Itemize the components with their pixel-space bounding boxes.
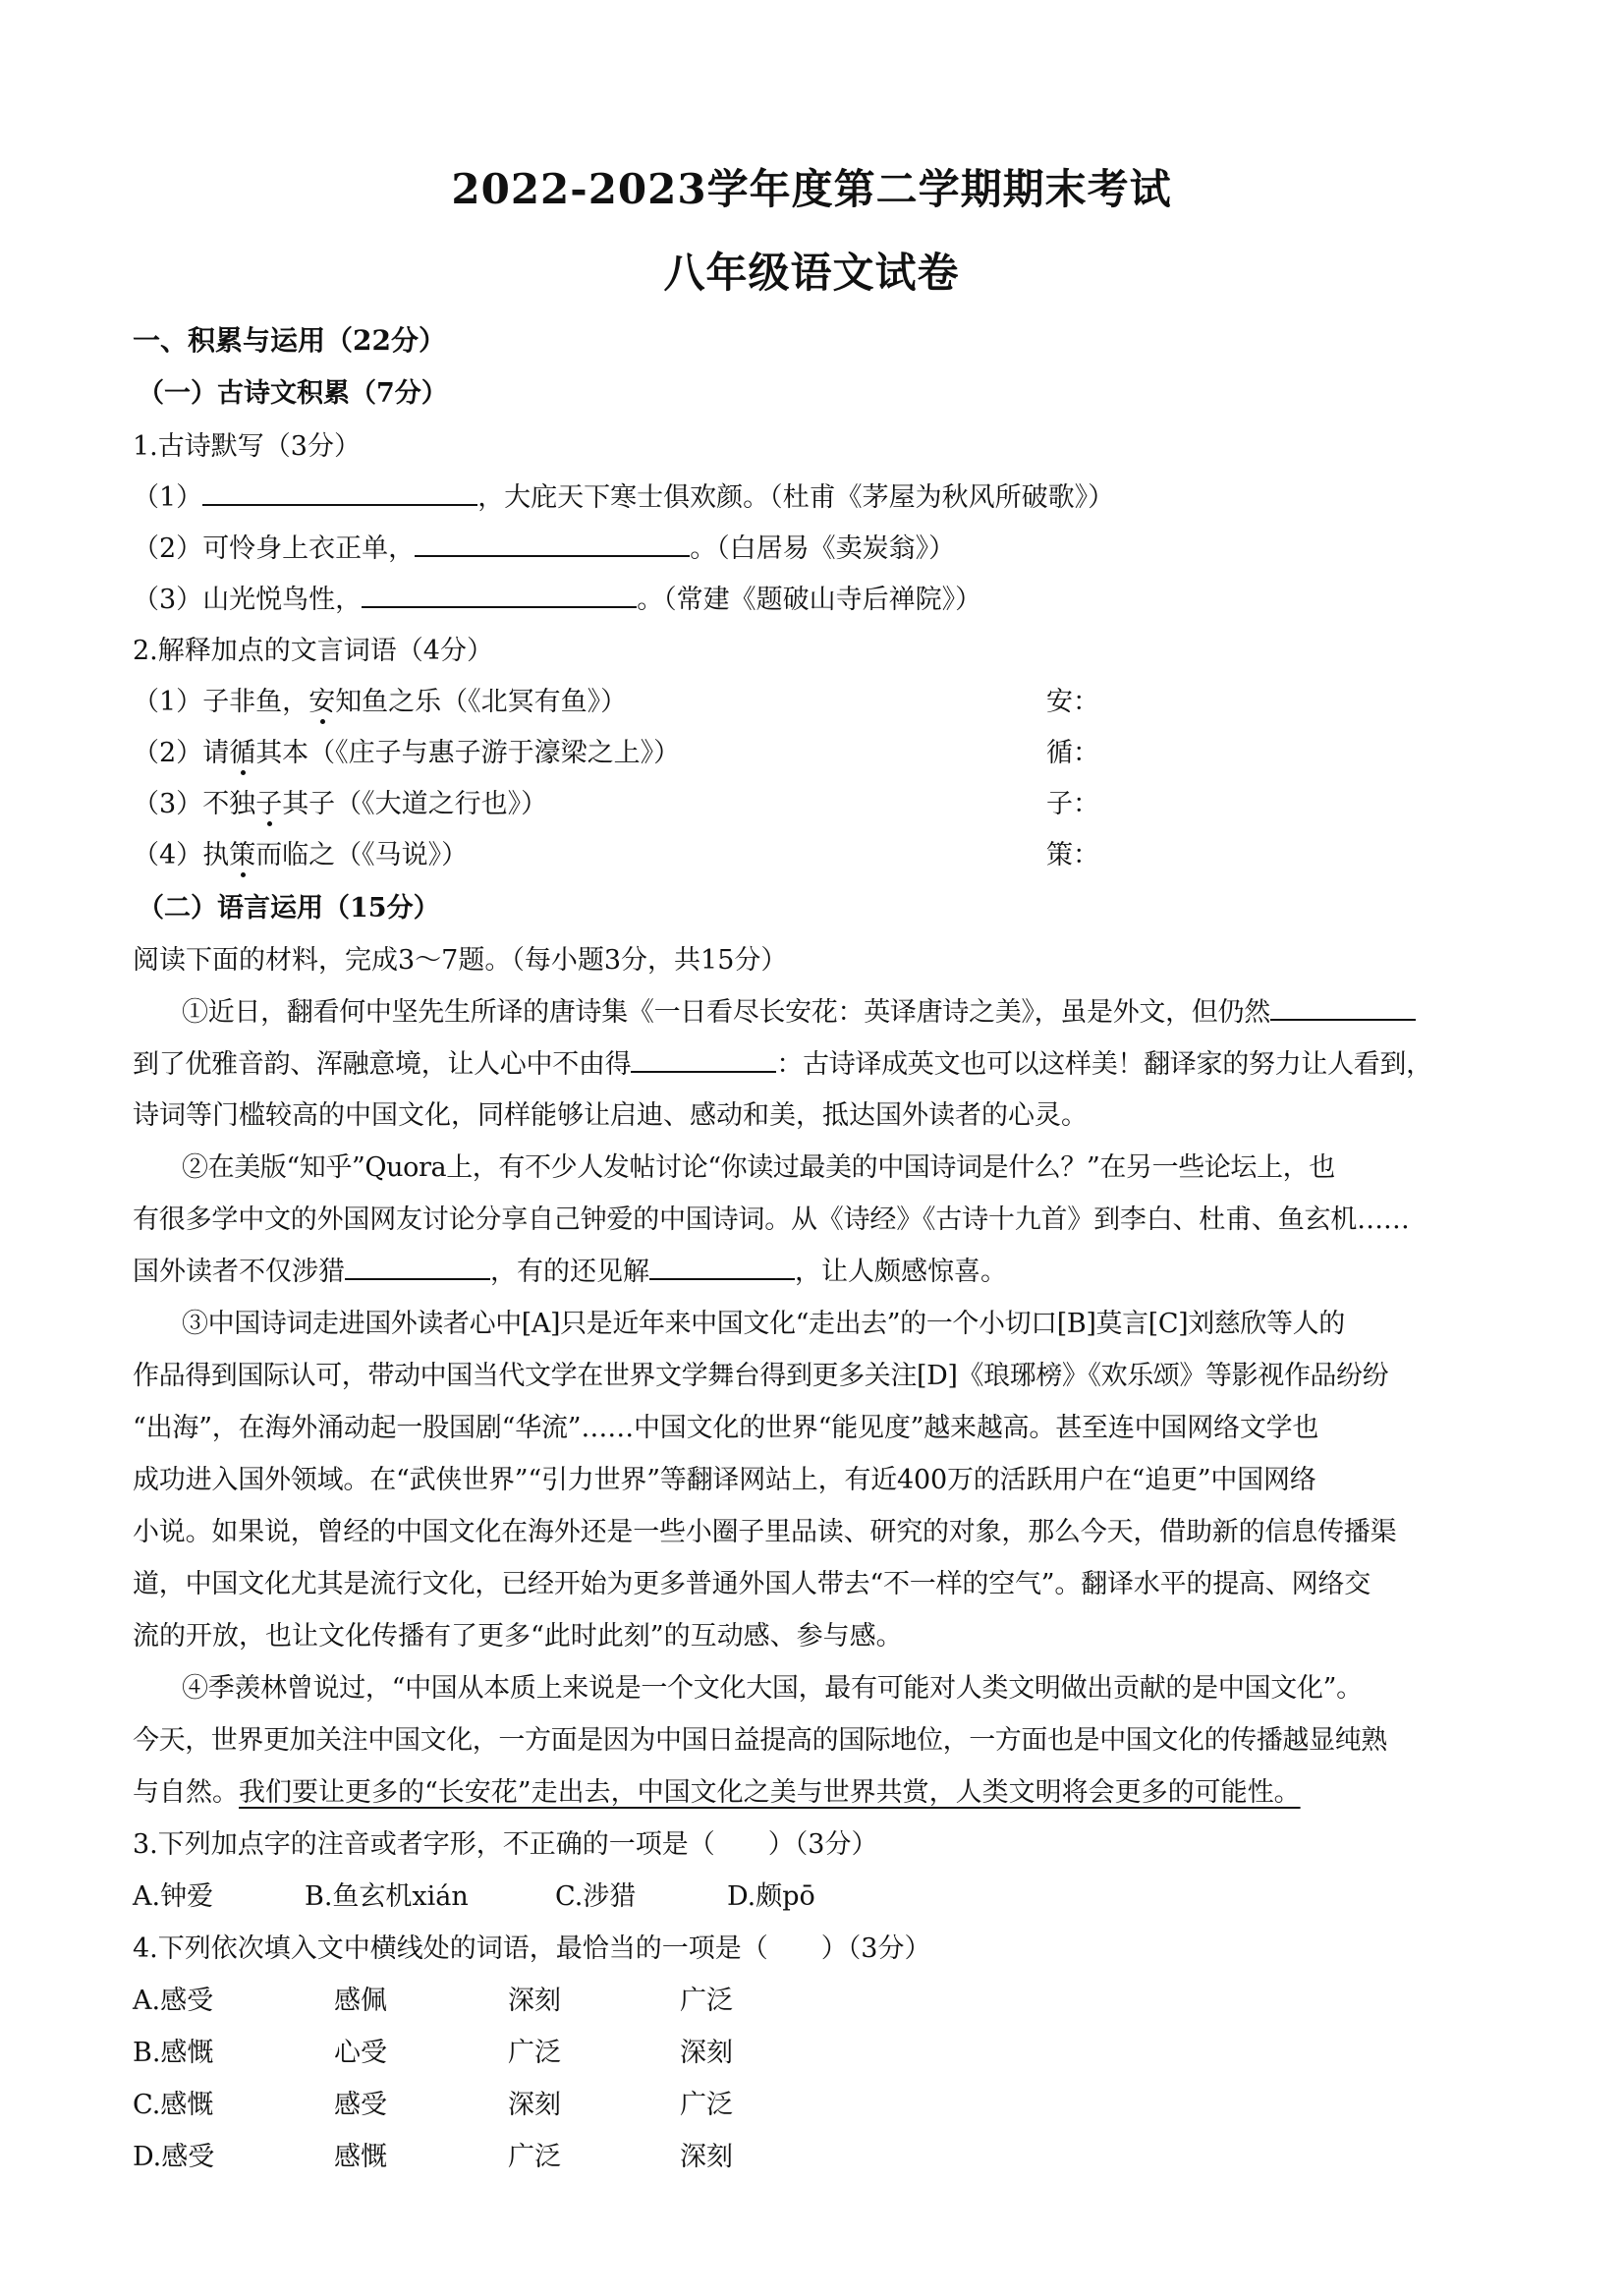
part2-heading: （二）语言运用（15分） [138,893,440,924]
option-word: 深刻 [680,2038,733,2068]
option-word: 广泛 [680,2090,733,2120]
underlined-sentence: 我们要让更多的“长安花”走出去，中国文化之美与世界共赏，人类文明将会更多的可能性。 [239,1777,1301,1808]
q1-item-3 [133,578,1505,616]
q2-item-1 [133,680,1505,718]
dotted-word: 循 [229,731,255,769]
option-word: B.感慨 [133,2038,214,2068]
answer-blank[interactable] [362,583,637,608]
option-word: 深刻 [508,2090,561,2120]
answer-blank[interactable] [649,1255,795,1280]
q1-item-1 [133,476,1505,514]
item-text: 知鱼之乐（《北冥有鱼》） [335,687,628,717]
answer-label[interactable]: 子： [1046,789,1099,819]
item-number: （3） [133,789,203,819]
option-a[interactable]: A.钟爱 [133,1881,214,1912]
option-word: A.感受 [133,1986,214,2016]
para1-line1 [182,990,1505,1029]
item-text: 其本（《庄子与惠子游于濠梁之上》） [255,738,681,768]
item-text: 。（常建《题破山寺后禅院》） [637,585,982,615]
option-word: 广泛 [680,1986,733,2016]
q2-item-3 [133,782,1505,820]
para3-line: 流的开放，也让文化传播有了更多“此时此刻”的互动感、参与感。 [133,1621,903,1652]
item-text: 请 [202,738,230,768]
exam-subtitle: 八年级语文试卷 [663,249,960,297]
section-heading: 一、积累与运用（22分） [133,324,446,357]
item-number: （3） [133,585,203,615]
q2-item-2 [133,731,1505,769]
dotted-word: 子 [255,782,282,820]
option-word: C.感慨 [133,2090,214,2120]
option-word: 广泛 [508,2142,561,2172]
item-text: ，大庇天下寒士俱欢颜。（杜甫《茅屋为秋风所破歌》） [477,482,1115,513]
answer-blank[interactable] [345,1255,490,1280]
answer-label[interactable]: 策： [1046,840,1099,870]
para3-line: 作品得到国际认可，带动中国当代文学在世界文学舞台得到更多关注[D]《琅琊榜》《欢乐颂》等影视作品纷纷 [133,1361,1389,1391]
answer-blank[interactable] [631,1047,776,1073]
dotted-word: 策 [229,833,255,871]
option-b[interactable]: B.鱼玄机xián [305,1881,469,1912]
para-text: 有很多学中文的外国网友讨论分享自己钟爱的中国诗词。从《诗经》《古诗十九首》到李白、杜甫、鱼玄机…… [133,1204,1410,1235]
para-text: ①近日，翻看何中坚先生所译的唐诗集《一日看尽长安花：英译唐诗之美》，虽是外文，但仍然 [182,997,1270,1028]
q3-heading: 3.下列加点字的注音或者字形，不正确的一项是（ ）（3分） [133,1829,878,1860]
q2-heading: 2.解释加点的文言词语（4分） [133,636,493,666]
para4-line1: ④季羡林曾说过，“中国从本质上来说是一个文化大国，最有可能对人类文明做出贡献的是中国文化”。 [182,1673,1363,1704]
item-number: （4） [133,840,203,870]
item-text: 不独 [202,789,256,819]
option-word: 深刻 [680,2142,733,2172]
option-word: 感慨 [334,2142,387,2172]
option-word: 深刻 [508,1986,561,2016]
para-text: ，让人颇感惊喜。 [795,1257,1007,1287]
item-number: （2） [133,533,203,564]
reading-intro: 阅读下面的材料，完成3～7题。（每小题3分，共15分） [133,945,788,976]
answer-blank[interactable] [202,480,477,506]
item-text: 其子（《大道之行也》） [282,789,548,819]
para4-line2: 今天，世界更加关注中国文化，一方面是因为中国日益提高的国际地位，一方面也是中国文化的传播越显纯熟 [133,1725,1387,1756]
para3-line: “出海”，在海外涌动起一股国剧“华流”……中国文化的世界“能见度”越来越高。甚至连中国网络文学也 [133,1413,1319,1443]
exam-title: 2022-2023学年度第二学期期末考试 [451,165,1172,213]
option-word: 感受 [334,2090,387,2120]
para-text: 国外读者不仅涉猎 [133,1257,345,1287]
para-text: 到了优雅音韵、浑融意境，让人心中不由得 [133,1049,632,1080]
para3-line: 小说。如果说，曾经的中国文化在海外还是一些小圈子里品读、研究的对象，那么今天，借助新的信息传播渠 [133,1517,1397,1547]
option-word: 感佩 [334,1986,387,2016]
answer-blank[interactable] [415,532,690,557]
q4-heading: 4.下列依次填入文中横线处的词语，最恰当的一项是（ ）（3分） [133,1933,931,1964]
para4-line3 [133,1770,1505,1809]
answer-label[interactable]: 安： [1046,687,1099,717]
para3-line: ③中国诗词走进国外读者心中[A]只是近年来中国文化“走出去”的一个小切口[B]莫言[C]刘慈欣等人的 [182,1309,1345,1339]
answer-label[interactable]: 循： [1046,738,1099,768]
option-word: 广泛 [508,2038,561,2068]
para2-line3 [133,1250,1505,1288]
item-number: （1） [133,482,203,513]
dotted-word: 安 [308,680,335,718]
para1-line2 [133,1042,1505,1081]
q1-item-2 [133,527,1505,565]
option-word: 心受 [334,2038,387,2068]
para1-line3: 诗词等门槛较高的中国文化，同样能够让启迪、感动和美，抵达国外读者的心灵。 [133,1100,1088,1131]
item-text: 执 [202,840,230,870]
para-text: 与自然。 [133,1777,239,1808]
para3-line: 道，中国文化尤其是流行文化，已经开始为更多普通外国人带去“不一样的空气”。翻译水平的提高、网络交 [133,1569,1371,1599]
item-text: 。（白居易《卖炭翁》） [690,533,956,564]
q1-heading: 1.古诗默写（3分） [133,431,361,462]
item-text: 子非鱼， [202,687,309,717]
para2-line2 [133,1198,1505,1236]
item-text: 可怜身上衣正单， [202,533,416,564]
answer-blank[interactable] [1270,995,1416,1021]
option-word: D.感受 [133,2142,215,2172]
para2-line1: ②在美版“知乎”Quora上，有不少人发帖讨论“你读过最美的中国诗词是什么？”在另一些论坛上，也 [182,1152,1335,1183]
option-c[interactable]: C.涉猎 [555,1881,637,1912]
item-number: （1） [133,687,203,717]
para-text: ：古诗译成英文也可以这样美！翻译家的努力让人看到， [776,1049,1432,1080]
q2-item-4 [133,833,1505,871]
para3-line: 成功进入国外领域。在“武侠世界”“引力世界”等翻译网站上，有近400万的活跃用户在“追更”中国网络 [133,1465,1316,1495]
item-number: （2） [133,738,203,768]
para-text: ，有的还见解 [490,1257,649,1287]
part1-heading: （一）古诗文积累（7分） [138,378,448,409]
option-d[interactable]: D.颇pō [727,1881,815,1912]
item-text: 山光悦鸟性， [202,585,363,615]
item-text: 而临之（《马说》） [255,840,469,870]
